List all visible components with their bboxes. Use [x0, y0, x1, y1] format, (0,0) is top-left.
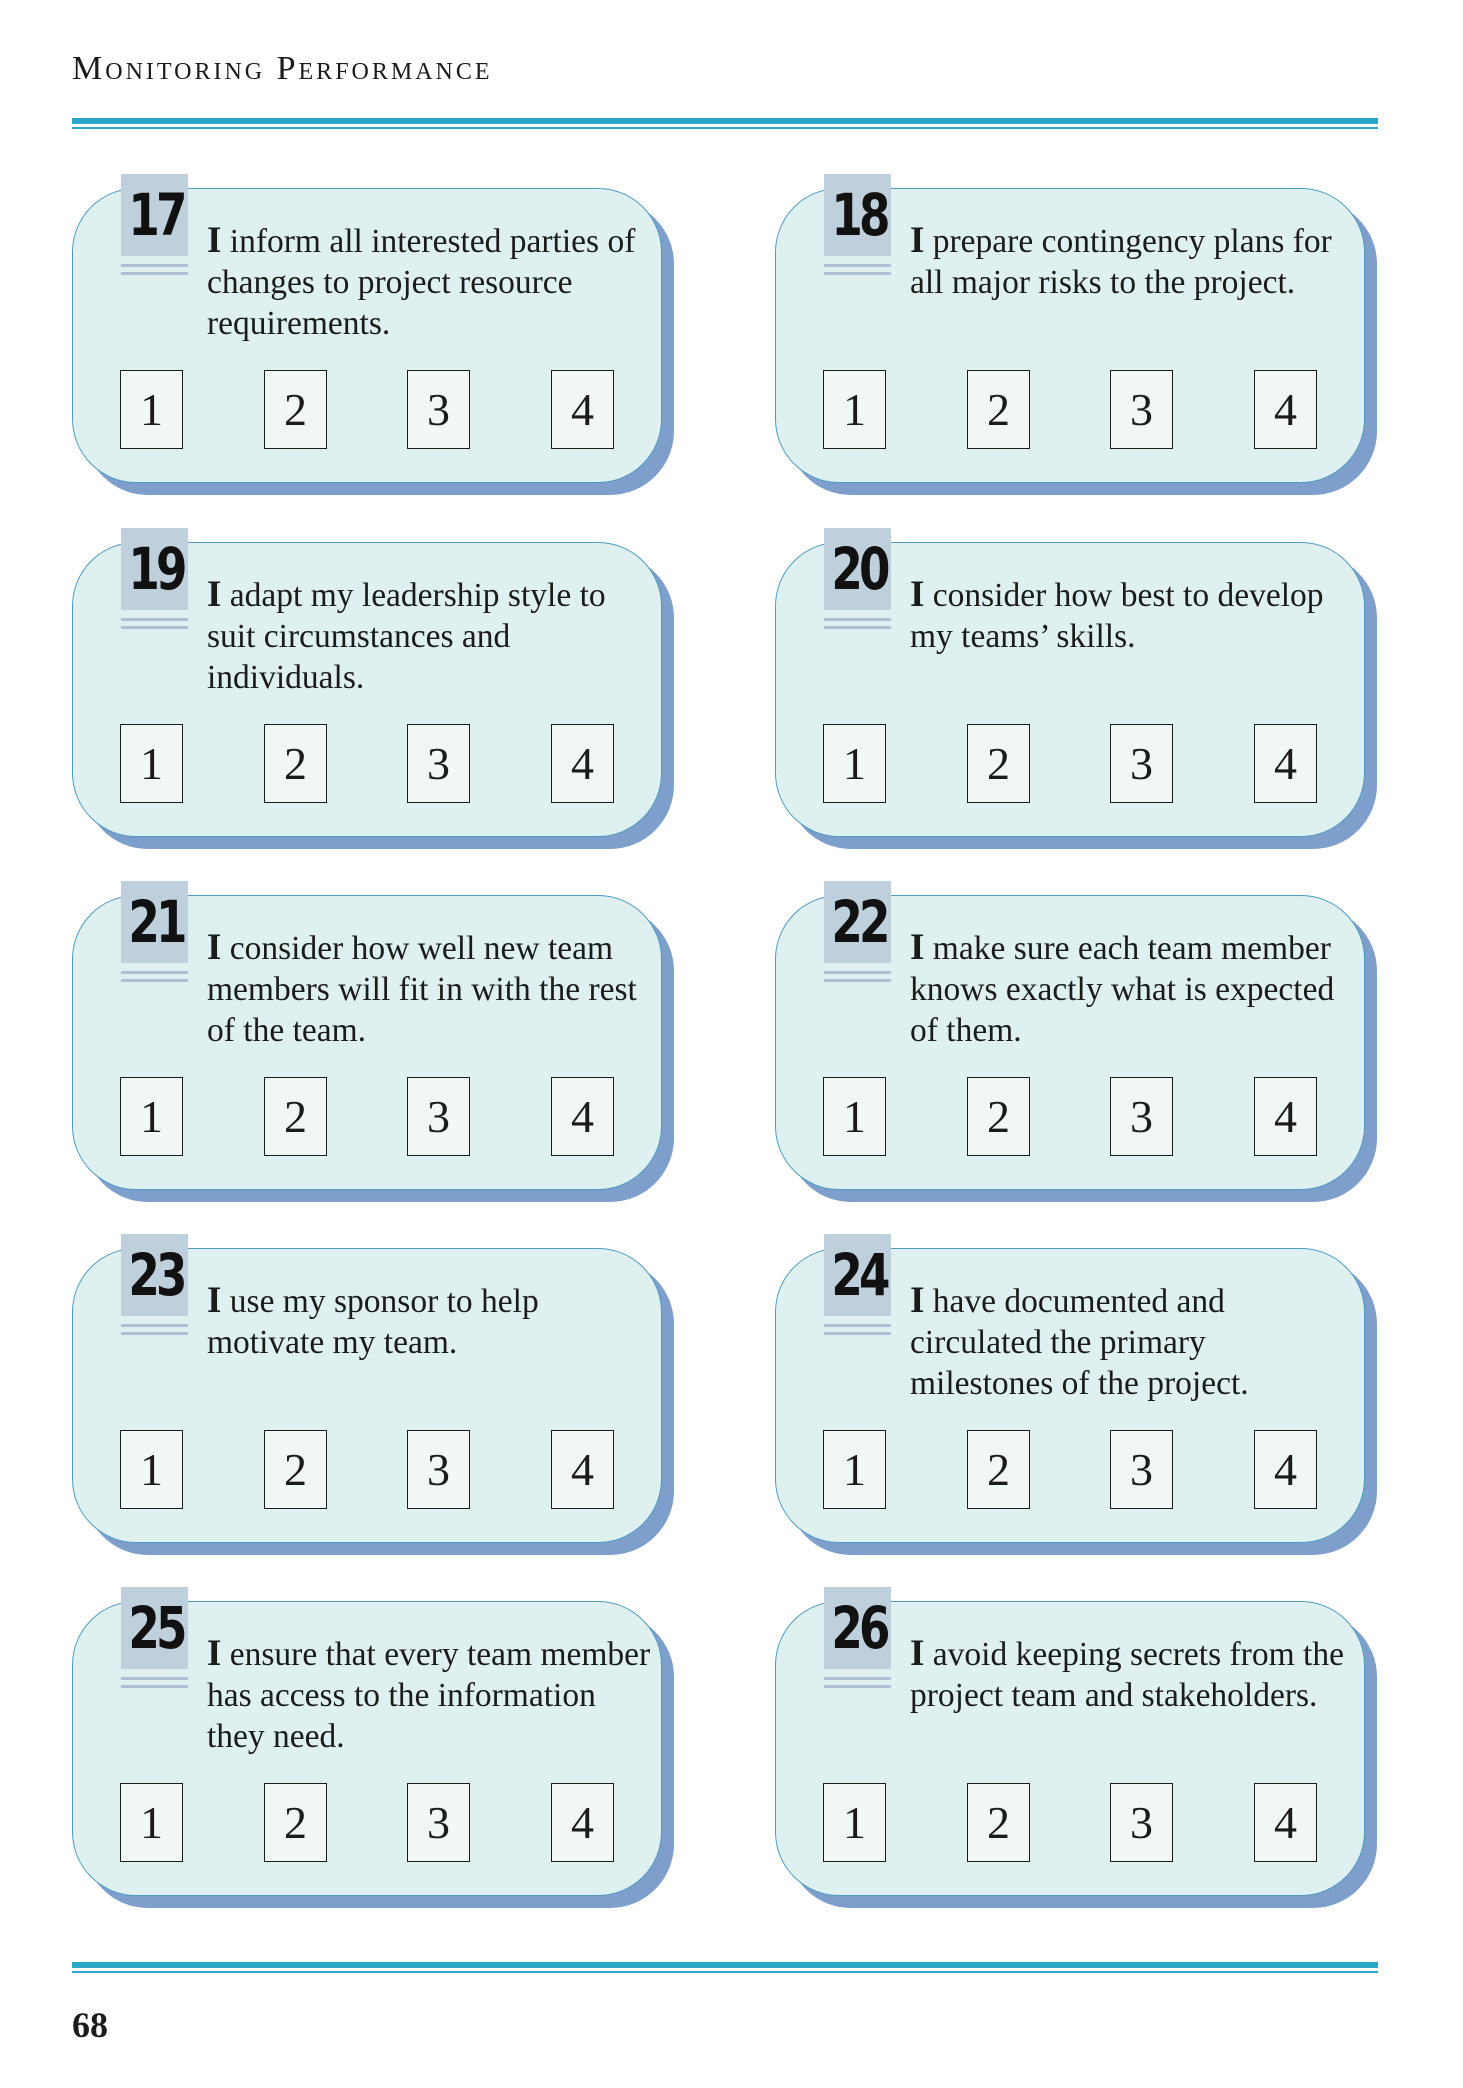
statement-text: use my sponsor to help motivate my team. — [207, 1283, 539, 1361]
question-card-22 — [775, 888, 1365, 1190]
question-card-21 — [72, 888, 662, 1190]
statement-lead: I — [207, 1633, 222, 1674]
number-underline — [121, 971, 188, 974]
question-card-25 — [72, 1594, 662, 1896]
rating-box-4[interactable]: 4 — [1254, 724, 1317, 803]
number-underline — [824, 1332, 891, 1335]
rating-box-1[interactable]: 1 — [823, 1430, 886, 1509]
question-card-23 — [72, 1241, 662, 1543]
rating-box-2[interactable]: 2 — [264, 1430, 327, 1509]
question-statement — [207, 927, 652, 1051]
rating-box-1[interactable]: 1 — [120, 1783, 183, 1862]
statement-lead: I — [910, 574, 925, 615]
rating-box-2[interactable]: 2 — [967, 1077, 1030, 1156]
number-underline — [121, 618, 188, 621]
question-number: 25 — [128, 1594, 184, 1662]
number-underline — [824, 1685, 891, 1688]
number-underline — [121, 272, 188, 275]
rating-box-4[interactable]: 4 — [551, 370, 614, 449]
running-head: Monitoring Performance — [72, 50, 493, 87]
statement-lead: I — [910, 1280, 925, 1321]
statement-lead: I — [207, 927, 222, 968]
bottom-rule — [72, 1962, 1378, 1973]
number-underline — [121, 1332, 188, 1335]
statement-text: consider how best to develop my teams’ skills. — [910, 577, 1324, 655]
rating-box-3[interactable]: 3 — [1110, 1077, 1173, 1156]
question-statement — [910, 1280, 1355, 1404]
rating-box-3[interactable]: 3 — [407, 1077, 470, 1156]
statement-text: adapt my leadership style to suit circumstances and individuals. — [207, 577, 606, 696]
question-statement — [910, 220, 1355, 303]
rating-box-1[interactable]: 1 — [120, 1077, 183, 1156]
rating-box-4[interactable]: 4 — [551, 724, 614, 803]
statement-lead: I — [207, 574, 222, 615]
number-underline — [824, 971, 891, 974]
question-number: 20 — [831, 535, 887, 603]
question-number: 19 — [128, 535, 184, 603]
rating-box-3[interactable]: 3 — [407, 370, 470, 449]
question-card-24 — [775, 1241, 1365, 1543]
number-underline — [121, 1677, 188, 1680]
rating-box-3[interactable]: 3 — [1110, 1783, 1173, 1862]
rating-box-1[interactable]: 1 — [120, 724, 183, 803]
question-card-18 — [775, 181, 1365, 483]
question-number: 23 — [128, 1241, 184, 1309]
rating-box-3[interactable]: 3 — [1110, 1430, 1173, 1509]
question-statement — [207, 1633, 652, 1757]
statement-lead: I — [207, 220, 222, 261]
rating-box-1[interactable]: 1 — [823, 1783, 886, 1862]
rating-box-2[interactable]: 2 — [967, 1783, 1030, 1862]
question-statement — [910, 1633, 1355, 1716]
rating-box-2[interactable]: 2 — [264, 1783, 327, 1862]
question-number: 26 — [831, 1594, 887, 1662]
statement-lead: I — [207, 1280, 222, 1321]
number-underline — [824, 618, 891, 621]
question-statement — [207, 574, 652, 698]
rating-box-3[interactable]: 3 — [1110, 370, 1173, 449]
question-statement — [910, 574, 1355, 657]
rating-box-4[interactable]: 4 — [1254, 1077, 1317, 1156]
top-rule — [72, 118, 1378, 129]
question-card-17 — [72, 181, 662, 483]
rating-box-2[interactable]: 2 — [967, 370, 1030, 449]
rating-box-2[interactable]: 2 — [967, 724, 1030, 803]
question-card-19 — [72, 535, 662, 837]
statement-text: inform all interested parties of changes to project resource requirements. — [207, 223, 636, 342]
rating-box-2[interactable]: 2 — [264, 1077, 327, 1156]
number-underline — [121, 626, 188, 629]
rating-box-4[interactable]: 4 — [1254, 1783, 1317, 1862]
rating-box-3[interactable]: 3 — [407, 1783, 470, 1862]
question-statement — [910, 927, 1355, 1051]
statement-text: prepare contingency plans for all major risks to the project. — [910, 223, 1332, 301]
rating-box-4[interactable]: 4 — [1254, 1430, 1317, 1509]
statement-text: avoid keeping secrets from the project team and stakeholders. — [910, 1636, 1344, 1714]
question-card-26 — [775, 1594, 1365, 1896]
question-number: 22 — [831, 888, 887, 956]
question-card-20 — [775, 535, 1365, 837]
number-underline — [824, 272, 891, 275]
rating-box-4[interactable]: 4 — [1254, 370, 1317, 449]
number-underline — [121, 264, 188, 267]
question-number: 17 — [128, 181, 184, 249]
statement-text: consider how well new team members will fit in with the rest of the team. — [207, 930, 637, 1049]
rating-box-1[interactable]: 1 — [120, 370, 183, 449]
statement-lead: I — [910, 927, 925, 968]
statement-lead: I — [910, 220, 925, 261]
statement-text: ensure that every team member has access to the information they need. — [207, 1636, 651, 1755]
rating-box-2[interactable]: 2 — [264, 370, 327, 449]
number-underline — [824, 626, 891, 629]
rating-box-1[interactable]: 1 — [823, 1077, 886, 1156]
rating-box-3[interactable]: 3 — [407, 1430, 470, 1509]
question-number: 21 — [128, 888, 184, 956]
rating-box-1[interactable]: 1 — [823, 724, 886, 803]
number-underline — [824, 979, 891, 982]
question-statement — [207, 220, 652, 344]
rating-box-4[interactable]: 4 — [551, 1077, 614, 1156]
rating-box-3[interactable]: 3 — [1110, 724, 1173, 803]
rating-box-3[interactable]: 3 — [407, 724, 470, 803]
rating-box-4[interactable]: 4 — [551, 1430, 614, 1509]
rating-box-1[interactable]: 1 — [120, 1430, 183, 1509]
question-number: 24 — [831, 1241, 887, 1309]
number-underline — [824, 1677, 891, 1680]
statement-lead: I — [910, 1633, 925, 1674]
statement-text: have documented and circulated the primary milestones of the project. — [910, 1283, 1249, 1402]
statement-text: make sure each team member knows exactly what is expected of them. — [910, 930, 1335, 1049]
rating-box-1[interactable]: 1 — [823, 370, 886, 449]
number-underline — [121, 1324, 188, 1327]
question-statement — [207, 1280, 652, 1363]
number-underline — [824, 264, 891, 267]
rating-box-2[interactable]: 2 — [264, 724, 327, 803]
number-underline — [121, 1685, 188, 1688]
rating-box-4[interactable]: 4 — [551, 1783, 614, 1862]
page-number: 68 — [72, 2005, 108, 2045]
number-underline — [121, 979, 188, 982]
rating-box-2[interactable]: 2 — [967, 1430, 1030, 1509]
number-underline — [824, 1324, 891, 1327]
question-number: 18 — [831, 181, 887, 249]
